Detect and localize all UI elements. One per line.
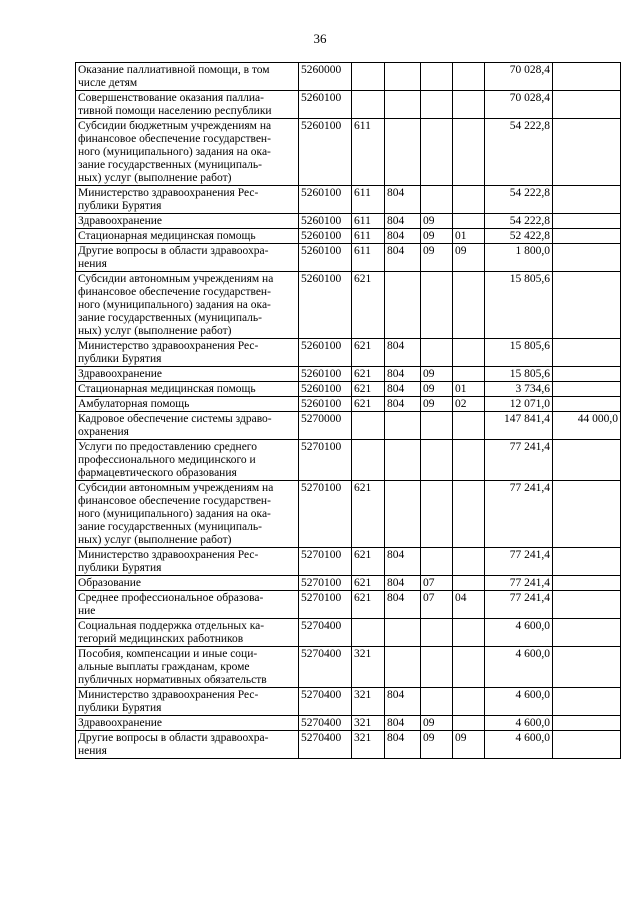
cell-item-name (76, 481, 299, 548)
cell-item-name (76, 591, 299, 619)
cell-department (385, 119, 421, 186)
cell-amount-extra (553, 119, 621, 186)
cell-amount-extra (553, 63, 621, 91)
cell-subsection (453, 647, 485, 688)
cell-expense-type (352, 63, 385, 91)
table-row (76, 576, 621, 591)
cell-program-code: 5270400 (299, 688, 352, 716)
cell-amount-extra (553, 91, 621, 119)
cell-amount-extra (553, 367, 621, 382)
cell-section: 09 (421, 244, 453, 272)
cell-program-code: 5260000 (299, 63, 352, 91)
cell-item-name (76, 91, 299, 119)
table-row (76, 367, 621, 382)
cell-program-code: 5270100 (299, 481, 352, 548)
cell-department: 804 (385, 244, 421, 272)
cell-item-name (76, 186, 299, 214)
cell-subsection: 09 (453, 731, 485, 759)
item-name-line: зание государственных (муниципаль- (78, 312, 262, 324)
cell-amount: 54 222,8 (485, 186, 553, 214)
item-name-line: финансовое обеспечение государствен- (78, 286, 271, 298)
cell-subsection (453, 716, 485, 731)
item-name-line: финансовое обеспечение государствен- (78, 133, 271, 145)
item-name-line: финансовое обеспечение государствен- (78, 495, 271, 507)
cell-amount-extra (553, 591, 621, 619)
cell-expense-type: 621 (352, 481, 385, 548)
cell-program-code: 5270100 (299, 548, 352, 576)
table-row (76, 412, 621, 440)
cell-expense-type (352, 91, 385, 119)
table-row (76, 440, 621, 481)
cell-expense-type: 621 (352, 576, 385, 591)
cell-amount-extra (553, 688, 621, 716)
item-name-line: Министерство здравоохранения Рес- (78, 549, 259, 561)
cell-department: 804 (385, 186, 421, 214)
cell-item-name (76, 688, 299, 716)
cell-program-code: 5260100 (299, 214, 352, 229)
cell-program-code: 5270400 (299, 716, 352, 731)
table-row (76, 91, 621, 119)
cell-section (421, 647, 453, 688)
cell-section (421, 186, 453, 214)
item-name-line: Министерство здравоохранения Рес- (78, 340, 259, 352)
cell-subsection: 01 (453, 382, 485, 397)
cell-item-name (76, 440, 299, 481)
cell-department: 804 (385, 731, 421, 759)
cell-section (421, 119, 453, 186)
cell-amount-extra: 44 000,0 (553, 412, 621, 440)
cell-expense-type: 611 (352, 229, 385, 244)
cell-section: 07 (421, 591, 453, 619)
cell-section: 09 (421, 382, 453, 397)
item-name-line: Социальная поддержка отдельных ка- (78, 620, 265, 632)
item-name-line: публики Бурятия (78, 200, 162, 212)
item-name-line: Здравоохранение (78, 368, 163, 380)
cell-amount: 147 841,4 (485, 412, 553, 440)
cell-amount: 77 241,4 (485, 548, 553, 576)
cell-amount: 4 600,0 (485, 647, 553, 688)
item-name-line: числе детям (78, 77, 138, 89)
cell-item-name (76, 576, 299, 591)
cell-expense-type: 621 (352, 397, 385, 412)
cell-expense-type: 621 (352, 548, 385, 576)
table-row (76, 688, 621, 716)
cell-section (421, 619, 453, 647)
table-row (76, 619, 621, 647)
item-name-line: публики Бурятия (78, 702, 162, 714)
cell-amount-extra (553, 440, 621, 481)
cell-department: 804 (385, 688, 421, 716)
cell-program-code: 5260100 (299, 382, 352, 397)
cell-subsection (453, 339, 485, 367)
item-name-line: ных) услуг (выполнение работ) (78, 325, 232, 337)
cell-expense-type: 611 (352, 186, 385, 214)
item-name-line: Субсидии автономным учреждениям на (78, 273, 274, 285)
cell-section (421, 91, 453, 119)
item-name-line: Амбулаторная помощь (78, 398, 190, 410)
cell-department: 804 (385, 367, 421, 382)
cell-amount-extra (553, 397, 621, 412)
cell-expense-type: 321 (352, 731, 385, 759)
cell-amount: 54 222,8 (485, 119, 553, 186)
cell-expense-type: 621 (352, 591, 385, 619)
cell-amount-extra (553, 548, 621, 576)
cell-program-code: 5260100 (299, 397, 352, 412)
cell-department (385, 440, 421, 481)
cell-subsection (453, 481, 485, 548)
cell-section (421, 688, 453, 716)
cell-program-code: 5260100 (299, 339, 352, 367)
cell-item-name (76, 367, 299, 382)
cell-section (421, 272, 453, 339)
cell-item-name (76, 548, 299, 576)
cell-section (421, 63, 453, 91)
table-row (76, 716, 621, 731)
item-name-line: ного (муниципального) задания на ока- (78, 299, 271, 311)
table-row (76, 647, 621, 688)
cell-subsection: 09 (453, 244, 485, 272)
cell-amount: 4 600,0 (485, 688, 553, 716)
cell-item-name (76, 716, 299, 731)
cell-subsection (453, 119, 485, 186)
item-name-line: Услуги по предоставлению среднего (78, 441, 257, 453)
cell-section: 09 (421, 397, 453, 412)
cell-subsection (453, 91, 485, 119)
cell-department: 804 (385, 382, 421, 397)
cell-department (385, 91, 421, 119)
cell-expense-type (352, 440, 385, 481)
cell-expense-type: 621 (352, 382, 385, 397)
table-row (76, 214, 621, 229)
cell-item-name (76, 63, 299, 91)
item-name-line: Пособия, компенсации и иные соци- (78, 648, 258, 660)
cell-section: 09 (421, 367, 453, 382)
cell-amount: 70 028,4 (485, 91, 553, 119)
cell-amount: 77 241,4 (485, 481, 553, 548)
cell-amount-extra (553, 481, 621, 548)
item-name-line: ного (муниципального) задания на ока- (78, 146, 271, 158)
cell-amount-extra (553, 186, 621, 214)
cell-section (421, 481, 453, 548)
item-name-line: Здравоохранение (78, 717, 163, 729)
cell-amount-extra (553, 647, 621, 688)
cell-subsection (453, 688, 485, 716)
item-name-line: Министерство здравоохранения Рес- (78, 187, 259, 199)
cell-subsection (453, 619, 485, 647)
cell-item-name (76, 412, 299, 440)
cell-amount-extra (553, 716, 621, 731)
budget-table (75, 62, 621, 759)
item-name-line: публики Бурятия (78, 353, 162, 365)
cell-expense-type: 621 (352, 272, 385, 339)
table-row (76, 339, 621, 367)
cell-amount-extra (553, 731, 621, 759)
cell-item-name (76, 647, 299, 688)
cell-section (421, 548, 453, 576)
cell-amount-extra (553, 214, 621, 229)
cell-amount: 3 734,6 (485, 382, 553, 397)
item-name-line: Среднее профессиональное образова- (78, 592, 264, 604)
item-name-line: Кадровое обеспечение системы здраво- (78, 413, 272, 425)
cell-expense-type: 321 (352, 688, 385, 716)
cell-subsection (453, 63, 485, 91)
cell-section: 07 (421, 576, 453, 591)
cell-department: 804 (385, 548, 421, 576)
table-row (76, 382, 621, 397)
item-name-line: публичных нормативных обязательств (78, 674, 267, 686)
cell-expense-type: 321 (352, 716, 385, 731)
cell-amount: 54 222,8 (485, 214, 553, 229)
table-row (76, 186, 621, 214)
cell-program-code: 5260100 (299, 272, 352, 339)
cell-subsection (453, 576, 485, 591)
cell-item-name (76, 119, 299, 186)
cell-amount-extra (553, 382, 621, 397)
cell-item-name (76, 214, 299, 229)
cell-department: 804 (385, 214, 421, 229)
item-name-line: Другие вопросы в области здравоохра- (78, 245, 269, 257)
table-row (76, 244, 621, 272)
cell-program-code: 5260100 (299, 367, 352, 382)
cell-amount-extra (553, 229, 621, 244)
cell-expense-type: 611 (352, 244, 385, 272)
item-name-line: нения (78, 258, 107, 270)
cell-program-code: 5260100 (299, 119, 352, 186)
cell-item-name (76, 619, 299, 647)
cell-amount: 1 800,0 (485, 244, 553, 272)
cell-program-code: 5270100 (299, 440, 352, 481)
cell-expense-type: 621 (352, 367, 385, 382)
cell-subsection (453, 412, 485, 440)
cell-amount: 15 805,6 (485, 367, 553, 382)
table-row (76, 481, 621, 548)
item-name-line: фармацевтического образования (78, 467, 237, 479)
cell-expense-type (352, 619, 385, 647)
cell-section (421, 440, 453, 481)
item-name-line: ние (78, 605, 96, 617)
cell-subsection (453, 186, 485, 214)
cell-department (385, 647, 421, 688)
cell-subsection (453, 440, 485, 481)
cell-program-code: 5260100 (299, 229, 352, 244)
item-name-line: зание государственных (муниципаль- (78, 159, 262, 171)
cell-amount-extra (553, 244, 621, 272)
cell-amount-extra (553, 272, 621, 339)
item-name-line: Министерство здравоохранения Рес- (78, 689, 259, 701)
cell-program-code: 5270400 (299, 731, 352, 759)
cell-amount: 4 600,0 (485, 731, 553, 759)
table-row (76, 229, 621, 244)
item-name-line: Стационарная медицинская помощь (78, 383, 256, 395)
cell-subsection (453, 367, 485, 382)
cell-department: 804 (385, 397, 421, 412)
table-row (76, 397, 621, 412)
item-name-line: Стационарная медицинская помощь (78, 230, 256, 242)
cell-item-name (76, 229, 299, 244)
budget-table-body (76, 63, 621, 759)
item-name-line: тивной помощи населению республики (78, 105, 272, 117)
table-row (76, 63, 621, 91)
item-name-line: публики Бурятия (78, 562, 162, 574)
page-number: 36 (313, 31, 327, 46)
cell-subsection: 01 (453, 229, 485, 244)
item-name-line: ных) услуг (выполнение работ) (78, 172, 232, 184)
cell-item-name (76, 339, 299, 367)
cell-department: 804 (385, 591, 421, 619)
cell-amount: 52 422,8 (485, 229, 553, 244)
cell-amount-extra (553, 619, 621, 647)
table-row (76, 548, 621, 576)
cell-subsection (453, 272, 485, 339)
cell-section: 09 (421, 716, 453, 731)
cell-amount: 15 805,6 (485, 272, 553, 339)
cell-subsection (453, 548, 485, 576)
cell-amount: 70 028,4 (485, 63, 553, 91)
cell-subsection: 02 (453, 397, 485, 412)
cell-expense-type (352, 412, 385, 440)
cell-program-code: 5260100 (299, 91, 352, 119)
cell-expense-type: 621 (352, 339, 385, 367)
cell-item-name (76, 397, 299, 412)
cell-amount: 77 241,4 (485, 440, 553, 481)
cell-program-code: 5270100 (299, 591, 352, 619)
cell-item-name (76, 244, 299, 272)
cell-section: 09 (421, 731, 453, 759)
cell-expense-type: 611 (352, 119, 385, 186)
item-name-line: зание государственных (муниципаль- (78, 521, 262, 533)
cell-item-name (76, 382, 299, 397)
table-row (76, 272, 621, 339)
item-name-line: охранения (78, 426, 129, 438)
cell-program-code: 5260100 (299, 186, 352, 214)
item-name-line: ного (муниципального) задания на ока- (78, 508, 271, 520)
item-name-line: Другие вопросы в области здравоохра- (78, 732, 269, 744)
table-row (76, 591, 621, 619)
cell-department: 804 (385, 716, 421, 731)
table-row (76, 731, 621, 759)
cell-subsection (453, 214, 485, 229)
cell-section: 09 (421, 229, 453, 244)
item-name-line: профессионального медицинского и (78, 454, 256, 466)
item-name-line: Совершенствование оказания паллиа- (78, 92, 264, 104)
cell-amount: 77 241,4 (485, 591, 553, 619)
cell-subsection: 04 (453, 591, 485, 619)
cell-amount-extra (553, 339, 621, 367)
table-row (76, 119, 621, 186)
cell-section (421, 339, 453, 367)
item-name-line: Субсидии бюджетным учреждениям на (78, 120, 272, 132)
cell-amount: 15 805,6 (485, 339, 553, 367)
cell-department (385, 412, 421, 440)
item-name-line: нения (78, 745, 107, 757)
cell-program-code: 5270100 (299, 576, 352, 591)
cell-item-name (76, 272, 299, 339)
cell-program-code: 5270000 (299, 412, 352, 440)
item-name-line: альные выплаты гражданам, кроме (78, 661, 250, 673)
cell-amount-extra (553, 576, 621, 591)
cell-amount: 12 071,0 (485, 397, 553, 412)
cell-expense-type: 321 (352, 647, 385, 688)
cell-amount: 4 600,0 (485, 716, 553, 731)
item-name-line: тегорий медицинских работников (78, 633, 244, 645)
cell-section (421, 412, 453, 440)
cell-department: 804 (385, 229, 421, 244)
item-name-line: ных) услуг (выполнение работ) (78, 534, 232, 546)
cell-program-code: 5270400 (299, 647, 352, 688)
item-name-line: Образование (78, 577, 142, 589)
item-name-line: Здравоохранение (78, 215, 163, 227)
item-name-line: Субсидии автономным учреждениям на (78, 482, 274, 494)
cell-amount: 4 600,0 (485, 619, 553, 647)
cell-department: 804 (385, 339, 421, 367)
cell-department (385, 272, 421, 339)
cell-program-code: 5260100 (299, 244, 352, 272)
cell-section: 09 (421, 214, 453, 229)
cell-program-code: 5270400 (299, 619, 352, 647)
cell-expense-type: 611 (352, 214, 385, 229)
cell-department: 804 (385, 576, 421, 591)
cell-amount: 77 241,4 (485, 576, 553, 591)
item-name-line: Оказание паллиативной помощи, в том (78, 64, 270, 76)
cell-department (385, 63, 421, 91)
cell-department (385, 481, 421, 548)
cell-department (385, 619, 421, 647)
cell-item-name (76, 731, 299, 759)
